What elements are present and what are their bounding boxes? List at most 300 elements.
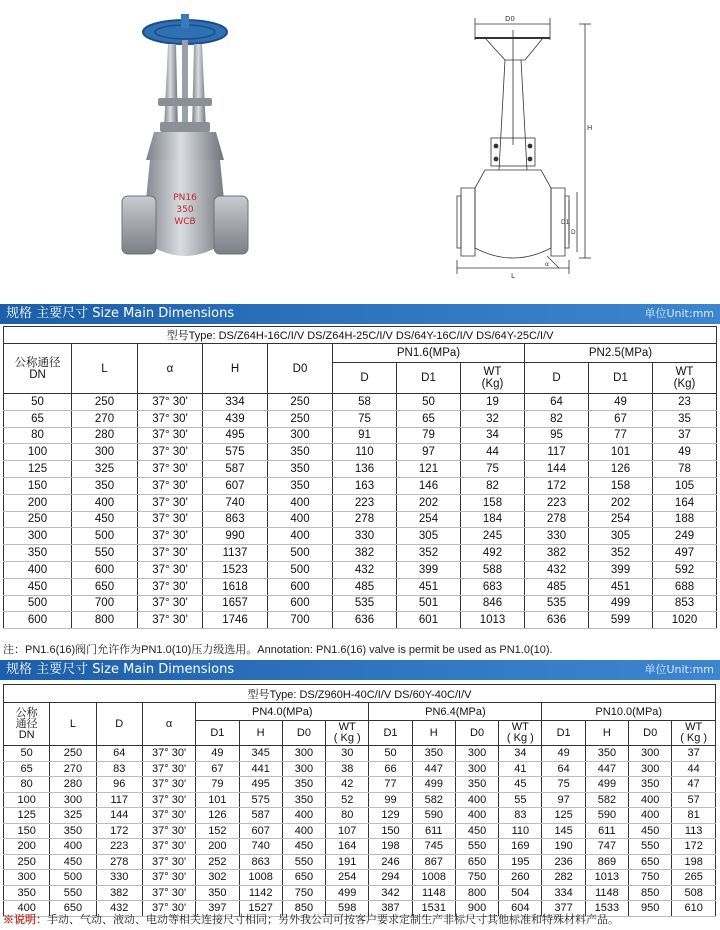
table-row: [4, 746, 716, 762]
table-cell: 252: [196, 854, 239, 870]
table-cell: 158: [589, 477, 653, 494]
table-cell: 650: [72, 578, 138, 595]
marking-line-2: 350: [176, 205, 194, 215]
table-row: [4, 427, 717, 444]
table-cell: 650: [282, 870, 325, 886]
table-row: [4, 839, 716, 855]
table-cell: 79: [196, 777, 239, 793]
table-cell: 499: [412, 777, 455, 793]
marking-line-1: PN16: [173, 193, 197, 203]
valve-dimension-drawing: [455, 10, 625, 280]
col-d1: D1: [542, 721, 585, 746]
table-cell: 300: [455, 761, 498, 777]
table-cell: 650: [50, 901, 96, 917]
col-h: H: [585, 721, 628, 746]
table-cell: 450: [282, 839, 325, 855]
col-d: D: [96, 703, 142, 746]
table-pn16-pn25-body: [4, 394, 717, 629]
label-h: H: [587, 124, 593, 132]
table-cell: 34: [499, 746, 542, 762]
table-cell: 400: [4, 901, 50, 917]
label-d: D: [571, 229, 576, 236]
table-cell: 600: [72, 561, 138, 578]
table-cell: 400: [268, 528, 333, 545]
table-cell: 582: [585, 792, 628, 808]
table-cell: 740: [203, 494, 268, 511]
table-cell: 300: [50, 792, 96, 808]
table-cell: 500: [72, 528, 138, 545]
table-cell: 101: [196, 792, 239, 808]
table-cell: 34: [461, 427, 525, 444]
table-cell: 37° 30': [138, 612, 203, 629]
table-cell: 37° 30': [142, 901, 195, 917]
table-cell: 1008: [239, 870, 282, 886]
label-alpha: α: [545, 261, 549, 268]
table-cell: 302: [196, 870, 239, 886]
table-cell: 300: [455, 746, 498, 762]
table-cell: 867: [412, 854, 455, 870]
table-cell: 223: [333, 494, 397, 511]
table-cell: 636: [525, 612, 589, 629]
table-pn40-pn100: [3, 684, 716, 917]
table-cell: 270: [50, 761, 96, 777]
table-cell: 604: [499, 901, 542, 917]
table-cell: 740: [239, 839, 282, 855]
table-cell: 846: [461, 595, 525, 612]
table-cell: 500: [268, 561, 333, 578]
table-cell: 260: [499, 870, 542, 886]
col-l: L: [50, 703, 96, 746]
table-cell: 278: [525, 511, 589, 528]
table-cell: 575: [203, 444, 268, 461]
table-row: [4, 885, 716, 901]
table-cell: 250: [50, 746, 96, 762]
table-row: [4, 595, 717, 612]
table-cell: 47: [672, 777, 716, 793]
table-cell: 750: [455, 870, 498, 886]
table-cell: 105: [653, 477, 717, 494]
table-cell: 598: [326, 901, 369, 917]
table-cell: 400: [282, 823, 325, 839]
table-cell: 250: [72, 394, 138, 411]
table-row: [4, 444, 717, 461]
col-dn: 公称通径 DN: [4, 344, 72, 394]
table-cell: 607: [203, 477, 268, 494]
table-cell: 37° 30': [138, 595, 203, 612]
table-cell: 400: [455, 792, 498, 808]
table-cell: 853: [653, 595, 717, 612]
left-end-connection: [122, 196, 156, 254]
table-cell: 169: [499, 839, 542, 855]
right-end-connection: [214, 196, 248, 254]
table-cell: 611: [412, 823, 455, 839]
table-cell: 37° 30': [138, 528, 203, 545]
section2-note-label: ※说明：: [3, 914, 47, 926]
table-cell: 65: [4, 761, 50, 777]
table-cell: 501: [397, 595, 461, 612]
table-cell: 250: [268, 394, 333, 411]
table-cell: 451: [589, 578, 653, 595]
table-cell: 550: [629, 839, 672, 855]
table-cell: 450: [72, 511, 138, 528]
table-cell: 350: [412, 746, 455, 762]
table-cell: 188: [653, 511, 717, 528]
table-row: [4, 612, 717, 629]
table-cell: 450: [50, 854, 96, 870]
table-cell: 441: [239, 761, 282, 777]
col-d0: D0: [455, 721, 498, 746]
table-cell: 1618: [203, 578, 268, 595]
table-pn16-pn25: [3, 326, 717, 629]
table-cell: 66: [369, 761, 412, 777]
table-cell: 400: [629, 808, 672, 824]
table-cell: 342: [369, 885, 412, 901]
table-cell: 164: [326, 839, 369, 855]
col-alpha: α: [142, 703, 195, 746]
table-cell: 495: [203, 427, 268, 444]
table-cell: 121: [397, 461, 461, 478]
table-cell: 42: [326, 777, 369, 793]
table-cell: 81: [672, 808, 716, 824]
table-cell: 350: [455, 777, 498, 793]
table-cell: 1008: [412, 870, 455, 886]
table-cell: 126: [589, 461, 653, 478]
table-cell: 144: [525, 461, 589, 478]
table-cell: 75: [461, 461, 525, 478]
table-cell: 50: [4, 746, 50, 762]
table-cell: 250: [268, 410, 333, 427]
section1-unit: 单位Unit:mm: [644, 307, 714, 320]
table-cell: 550: [282, 854, 325, 870]
section2-unit: 单位Unit:mm: [644, 663, 714, 676]
table-cell: 129: [369, 808, 412, 824]
col-wt: WT (Kg): [653, 363, 717, 394]
table-cell: 75: [542, 777, 585, 793]
section1-title: 规格 主要尺寸 Size Main Dimensions: [6, 306, 235, 321]
table-cell: 150: [369, 823, 412, 839]
table-cell: 91: [333, 427, 397, 444]
table-cell: 447: [585, 761, 628, 777]
col-d1: D1: [369, 721, 412, 746]
table-cell: 100: [4, 444, 72, 461]
table-cell: 64: [542, 761, 585, 777]
col-alpha: α: [138, 344, 203, 394]
table-cell: 37° 30': [142, 761, 195, 777]
table-cell: 200: [4, 494, 72, 511]
col-h: H: [203, 344, 268, 394]
table-cell: 37° 30': [138, 511, 203, 528]
table-cell: 37° 30': [142, 839, 195, 855]
table-cell: 350: [196, 885, 239, 901]
table-cell: 49: [196, 746, 239, 762]
table-cell: 350: [585, 746, 628, 762]
table-cell: 400: [72, 494, 138, 511]
table-cell: 172: [96, 823, 142, 839]
table-cell: 504: [499, 885, 542, 901]
table-cell: 610: [672, 901, 716, 917]
table-cell: 1020: [653, 612, 717, 629]
table-cell: 350: [4, 545, 72, 562]
table-cell: 1148: [412, 885, 455, 901]
table-cell: 747: [585, 839, 628, 855]
table-cell: 50: [4, 394, 72, 411]
table-cell: 246: [369, 854, 412, 870]
table-cell: 345: [239, 746, 282, 762]
table-cell: 110: [333, 444, 397, 461]
table-cell: 300: [629, 746, 672, 762]
table-cell: 1657: [203, 595, 268, 612]
label-d1: D1: [561, 219, 570, 226]
col-d0: D0: [282, 721, 325, 746]
col-d0: D0: [268, 344, 333, 394]
table-cell: 350: [4, 885, 50, 901]
table-cell: 172: [525, 477, 589, 494]
table-cell: 117: [96, 792, 142, 808]
table-cell: 508: [672, 885, 716, 901]
table-cell: 254: [397, 511, 461, 528]
table-cell: 37° 30': [138, 494, 203, 511]
table-cell: 101: [589, 444, 653, 461]
table-cell: 350: [629, 777, 672, 793]
table-cell: 77: [589, 427, 653, 444]
table-cell: 1746: [203, 612, 268, 629]
table-cell: 278: [333, 511, 397, 528]
table-cell: 80: [326, 808, 369, 824]
table-cell: 37° 30': [142, 777, 195, 793]
table-cell: 37° 30': [138, 427, 203, 444]
table-cell: 688: [653, 578, 717, 595]
table-cell: 485: [333, 578, 397, 595]
table-cell: 400: [4, 561, 72, 578]
table-cell: 439: [203, 410, 268, 427]
table-cell: 300: [4, 528, 72, 545]
table-cell: 75: [333, 410, 397, 427]
table-row: [4, 761, 716, 777]
table-cell: 37° 30': [142, 885, 195, 901]
table-cell: 950: [629, 901, 672, 917]
col-d1: D1: [589, 363, 653, 394]
table-cell: 278: [96, 854, 142, 870]
type-label: 型号Type: DS/Z64H-16C/I/V DS/Z64H-25C/I/V DS/64Y-16C/I/V DS/64Y-25C/I/V: [4, 327, 717, 344]
table-cell: 65: [397, 410, 461, 427]
table-cell: 35: [653, 410, 717, 427]
table-cell: 37° 30': [142, 808, 195, 824]
table-cell: 334: [542, 885, 585, 901]
table-cell: 97: [542, 792, 585, 808]
table-cell: 325: [72, 461, 138, 478]
section1-header: [0, 304, 720, 324]
table-cell: 126: [196, 808, 239, 824]
table-cell: 52: [326, 792, 369, 808]
col-h: H: [239, 721, 282, 746]
table-cell: 601: [397, 612, 461, 629]
table-cell: 37° 30': [142, 870, 195, 886]
table-cell: 83: [499, 808, 542, 824]
section2-note-text: 手动、气动、液动、电动等相关连接尺寸相同；另外我公司可按客户要求定制生产非标尺寸其他标准和特殊材料产品。: [47, 914, 619, 926]
section2-note: [3, 911, 619, 927]
table-cell: 265: [672, 870, 716, 886]
table-cell: 432: [96, 901, 142, 917]
table-cell: 37° 30': [142, 792, 195, 808]
table-cell: 500: [268, 545, 333, 562]
table-row: [4, 578, 717, 595]
table-cell: 432: [525, 561, 589, 578]
table-cell: 382: [333, 545, 397, 562]
table-cell: 599: [589, 612, 653, 629]
table-cell: 67: [196, 761, 239, 777]
table-cell: 305: [589, 528, 653, 545]
table-cell: 600: [268, 595, 333, 612]
table-cell: 382: [525, 545, 589, 562]
col-wt: WT (Kg): [461, 363, 525, 394]
table-cell: 330: [333, 528, 397, 545]
table-cell: 387: [369, 901, 412, 917]
table-cell: 499: [326, 885, 369, 901]
table-cell: 110: [499, 823, 542, 839]
table-row: [4, 561, 717, 578]
table-cell: 37° 30': [138, 444, 203, 461]
table-cell: 236: [542, 854, 585, 870]
table-cell: 67: [589, 410, 653, 427]
table-cell: 144: [96, 808, 142, 824]
table-cell: 164: [653, 494, 717, 511]
table-cell: 107: [326, 823, 369, 839]
table-cell: 550: [50, 885, 96, 901]
table-cell: 50: [369, 746, 412, 762]
col-wt: WT ( Kg ): [326, 721, 369, 746]
table-cell: 550: [455, 839, 498, 855]
table-cell: 245: [461, 528, 525, 545]
table-cell: 223: [525, 494, 589, 511]
table-cell: 1148: [585, 885, 628, 901]
table-cell: 282: [542, 870, 585, 886]
table-row: [4, 494, 717, 511]
table-cell: 99: [369, 792, 412, 808]
table-cell: 397: [196, 901, 239, 917]
table-cell: 500: [50, 870, 96, 886]
table-cell: 485: [525, 578, 589, 595]
table-cell: 223: [96, 839, 142, 855]
marking-line-3: WCB: [174, 217, 196, 227]
label-l: L: [511, 272, 515, 280]
table-cell: 450: [629, 823, 672, 839]
table-cell: 300: [282, 761, 325, 777]
table-row: [4, 870, 716, 886]
table-cell: 300: [72, 444, 138, 461]
table-cell: 300: [282, 746, 325, 762]
table-cell: 400: [268, 494, 333, 511]
table-cell: 495: [239, 777, 282, 793]
table-cell: 350: [72, 477, 138, 494]
table-cell: 44: [461, 444, 525, 461]
table-cell: 900: [455, 901, 498, 917]
table-cell: 50: [397, 394, 461, 411]
table-cell: 158: [461, 494, 525, 511]
section1-note: 注：PN1.6(16)阀门允许作为PN1.0(10)压力级选用。Annotation: PN1.6(16) valve is permit be used as PN1.0(10).: [3, 644, 553, 656]
table-cell: 37° 30': [138, 461, 203, 478]
table-cell: 607: [239, 823, 282, 839]
table-cell: 145: [542, 823, 585, 839]
table-cell: 350: [50, 823, 96, 839]
table-cell: 350: [282, 792, 325, 808]
table-cell: 535: [525, 595, 589, 612]
table-cell: 37° 30': [142, 854, 195, 870]
col-l: L: [72, 344, 138, 394]
table-cell: 113: [672, 823, 716, 839]
table-cell: 334: [203, 394, 268, 411]
table-cell: 590: [585, 808, 628, 824]
table-cell: 37° 30': [142, 823, 195, 839]
table-cell: 850: [629, 885, 672, 901]
table-cell: 850: [282, 901, 325, 917]
table-cell: 82: [461, 477, 525, 494]
table-cell: 202: [589, 494, 653, 511]
table-cell: 400: [50, 839, 96, 855]
table-cell: 350: [268, 477, 333, 494]
table-cell: 600: [4, 612, 72, 629]
table-cell: 202: [397, 494, 461, 511]
table-cell: 37: [672, 746, 716, 762]
table-cell: 250: [4, 854, 50, 870]
table-pn40-pn100-body: [4, 746, 716, 917]
table-cell: 382: [96, 885, 142, 901]
table-cell: 49: [653, 444, 717, 461]
table-cell: 125: [4, 808, 50, 824]
table-cell: 590: [412, 808, 455, 824]
table-cell: 800: [72, 612, 138, 629]
table-cell: 163: [333, 477, 397, 494]
table-cell: 636: [333, 612, 397, 629]
table-cell: 350: [268, 461, 333, 478]
table-cell: 700: [268, 612, 333, 629]
table-cell: 249: [653, 528, 717, 545]
table-cell: 80: [4, 777, 50, 793]
table-cell: 990: [203, 528, 268, 545]
table-cell: 400: [282, 808, 325, 824]
table-cell: 195: [499, 854, 542, 870]
table-cell: 37° 30': [138, 410, 203, 427]
table-cell: 399: [397, 561, 461, 578]
table-cell: 300: [268, 427, 333, 444]
group-pn40: PN4.0(MPa): [196, 703, 369, 721]
table-cell: 45: [499, 777, 542, 793]
group-pn25: PN2.5(MPa): [525, 344, 717, 363]
section2-title: 规格 主要尺寸 Size Main Dimensions: [6, 662, 235, 677]
table-cell: 57: [672, 792, 716, 808]
table-cell: 136: [333, 461, 397, 478]
table-cell: 172: [672, 839, 716, 855]
table-cell: 37° 30': [138, 578, 203, 595]
table-cell: 863: [203, 511, 268, 528]
table-cell: 198: [369, 839, 412, 855]
table-cell: 96: [96, 777, 142, 793]
table-cell: 125: [542, 808, 585, 824]
col-d: D: [333, 363, 397, 394]
table-cell: 37° 30': [142, 746, 195, 762]
table-cell: 37: [653, 427, 717, 444]
table-cell: 450: [4, 578, 72, 595]
table-cell: 400: [268, 511, 333, 528]
table-cell: 450: [455, 823, 498, 839]
table-cell: 497: [653, 545, 717, 562]
table-row: [4, 854, 716, 870]
table-cell: 447: [412, 761, 455, 777]
table-cell: 683: [461, 578, 525, 595]
table-cell: 499: [589, 595, 653, 612]
label-d0: D0: [505, 15, 515, 23]
table-cell: 198: [672, 854, 716, 870]
col-d0: D0: [629, 721, 672, 746]
